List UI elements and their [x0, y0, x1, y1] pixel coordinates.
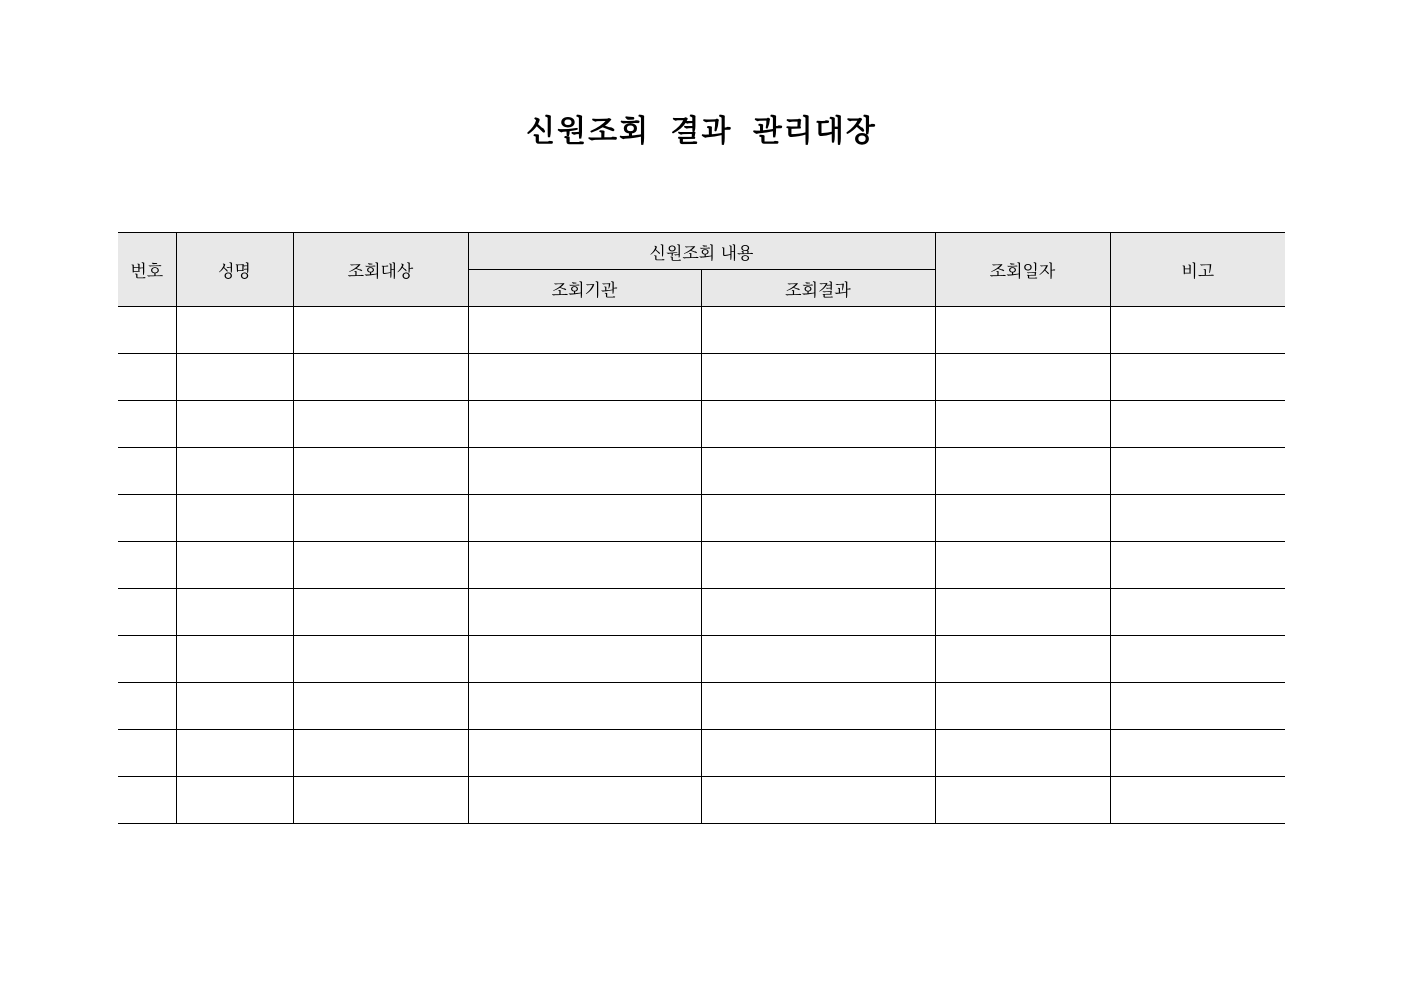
header-inquiry-date: 조회일자	[935, 233, 1110, 307]
cell-name[interactable]	[176, 495, 293, 542]
cell-inquiry-agency[interactable]	[468, 401, 701, 448]
table-row	[118, 354, 1285, 401]
cell-inquiry-result[interactable]	[701, 401, 935, 448]
cell-remarks[interactable]	[1110, 354, 1285, 401]
cell-name[interactable]	[176, 448, 293, 495]
cell-inquiry-agency[interactable]	[468, 636, 701, 683]
header-number: 번호	[118, 233, 176, 307]
cell-name[interactable]	[176, 307, 293, 354]
cell-inquiry-result[interactable]	[701, 354, 935, 401]
cell-number[interactable]	[118, 589, 176, 636]
cell-inquiry-date[interactable]	[935, 401, 1110, 448]
header-row-top	[118, 233, 1285, 270]
cell-inquiry-result[interactable]	[701, 777, 935, 824]
table-row	[118, 589, 1285, 636]
table-row	[118, 777, 1285, 824]
cell-inquiry-target[interactable]	[293, 401, 468, 448]
cell-name[interactable]	[176, 683, 293, 730]
table-row	[118, 401, 1285, 448]
cell-number[interactable]	[118, 448, 176, 495]
cell-inquiry-date[interactable]	[935, 730, 1110, 777]
cell-inquiry-target[interactable]	[293, 307, 468, 354]
cell-number[interactable]	[118, 401, 176, 448]
cell-remarks[interactable]	[1110, 448, 1285, 495]
header-inquiry-content-group: 신원조회 내용	[468, 233, 935, 270]
cell-inquiry-target[interactable]	[293, 495, 468, 542]
cell-inquiry-agency[interactable]	[468, 683, 701, 730]
table-row	[118, 636, 1285, 683]
inquiry-register-table	[118, 232, 1285, 824]
cell-number[interactable]	[118, 307, 176, 354]
cell-inquiry-target[interactable]	[293, 730, 468, 777]
cell-inquiry-date[interactable]	[935, 636, 1110, 683]
table-row	[118, 448, 1285, 495]
cell-remarks[interactable]	[1110, 777, 1285, 824]
cell-number[interactable]	[118, 730, 176, 777]
cell-remarks[interactable]	[1110, 401, 1285, 448]
table-row	[118, 730, 1285, 777]
cell-name[interactable]	[176, 777, 293, 824]
header-inquiry-target: 조회대상	[293, 233, 468, 307]
cell-name[interactable]	[176, 401, 293, 448]
cell-remarks[interactable]	[1110, 636, 1285, 683]
cell-remarks[interactable]	[1110, 730, 1285, 777]
cell-inquiry-date[interactable]	[935, 777, 1110, 824]
cell-number[interactable]	[118, 542, 176, 589]
cell-name[interactable]	[176, 636, 293, 683]
cell-inquiry-agency[interactable]	[468, 495, 701, 542]
cell-inquiry-date[interactable]	[935, 589, 1110, 636]
cell-inquiry-target[interactable]	[293, 542, 468, 589]
cell-inquiry-agency[interactable]	[468, 730, 701, 777]
cell-name[interactable]	[176, 730, 293, 777]
cell-inquiry-date[interactable]	[935, 448, 1110, 495]
cell-inquiry-agency[interactable]	[468, 589, 701, 636]
cell-remarks[interactable]	[1110, 495, 1285, 542]
cell-name[interactable]	[176, 589, 293, 636]
cell-inquiry-agency[interactable]	[468, 542, 701, 589]
cell-inquiry-target[interactable]	[293, 777, 468, 824]
header-inquiry-result: 조회결과	[701, 270, 935, 307]
cell-inquiry-agency[interactable]	[468, 777, 701, 824]
cell-inquiry-result[interactable]	[701, 636, 935, 683]
cell-remarks[interactable]	[1110, 589, 1285, 636]
table-row	[118, 495, 1285, 542]
header-remarks: 비고	[1110, 233, 1285, 307]
table-row	[118, 683, 1285, 730]
cell-inquiry-target[interactable]	[293, 589, 468, 636]
cell-inquiry-target[interactable]	[293, 683, 468, 730]
cell-inquiry-result[interactable]	[701, 448, 935, 495]
cell-inquiry-result[interactable]	[701, 495, 935, 542]
cell-inquiry-target[interactable]	[293, 448, 468, 495]
table-row	[118, 307, 1285, 354]
cell-inquiry-result[interactable]	[701, 307, 935, 354]
cell-remarks[interactable]	[1110, 683, 1285, 730]
header-name: 성명	[176, 233, 293, 307]
cell-inquiry-agency[interactable]	[468, 354, 701, 401]
cell-inquiry-date[interactable]	[935, 683, 1110, 730]
cell-inquiry-date[interactable]	[935, 354, 1110, 401]
cell-number[interactable]	[118, 354, 176, 401]
cell-inquiry-result[interactable]	[701, 542, 935, 589]
cell-number[interactable]	[118, 683, 176, 730]
cell-remarks[interactable]	[1110, 542, 1285, 589]
table-row	[118, 542, 1285, 589]
cell-number[interactable]	[118, 777, 176, 824]
cell-inquiry-result[interactable]	[701, 730, 935, 777]
cell-inquiry-result[interactable]	[701, 683, 935, 730]
cell-inquiry-date[interactable]	[935, 495, 1110, 542]
page-title: 신원조회 결과 관리대장	[526, 114, 877, 149]
cell-inquiry-agency[interactable]	[468, 307, 701, 354]
cell-number[interactable]	[118, 495, 176, 542]
cell-inquiry-agency[interactable]	[468, 448, 701, 495]
cell-inquiry-target[interactable]	[293, 354, 468, 401]
cell-inquiry-target[interactable]	[293, 636, 468, 683]
cell-inquiry-date[interactable]	[935, 307, 1110, 354]
cell-inquiry-result[interactable]	[701, 589, 935, 636]
cell-inquiry-date[interactable]	[935, 542, 1110, 589]
cell-remarks[interactable]	[1110, 307, 1285, 354]
cell-name[interactable]	[176, 354, 293, 401]
cell-name[interactable]	[176, 542, 293, 589]
cell-number[interactable]	[118, 636, 176, 683]
table-body	[118, 307, 1285, 824]
header-inquiry-agency: 조회기관	[468, 270, 701, 307]
